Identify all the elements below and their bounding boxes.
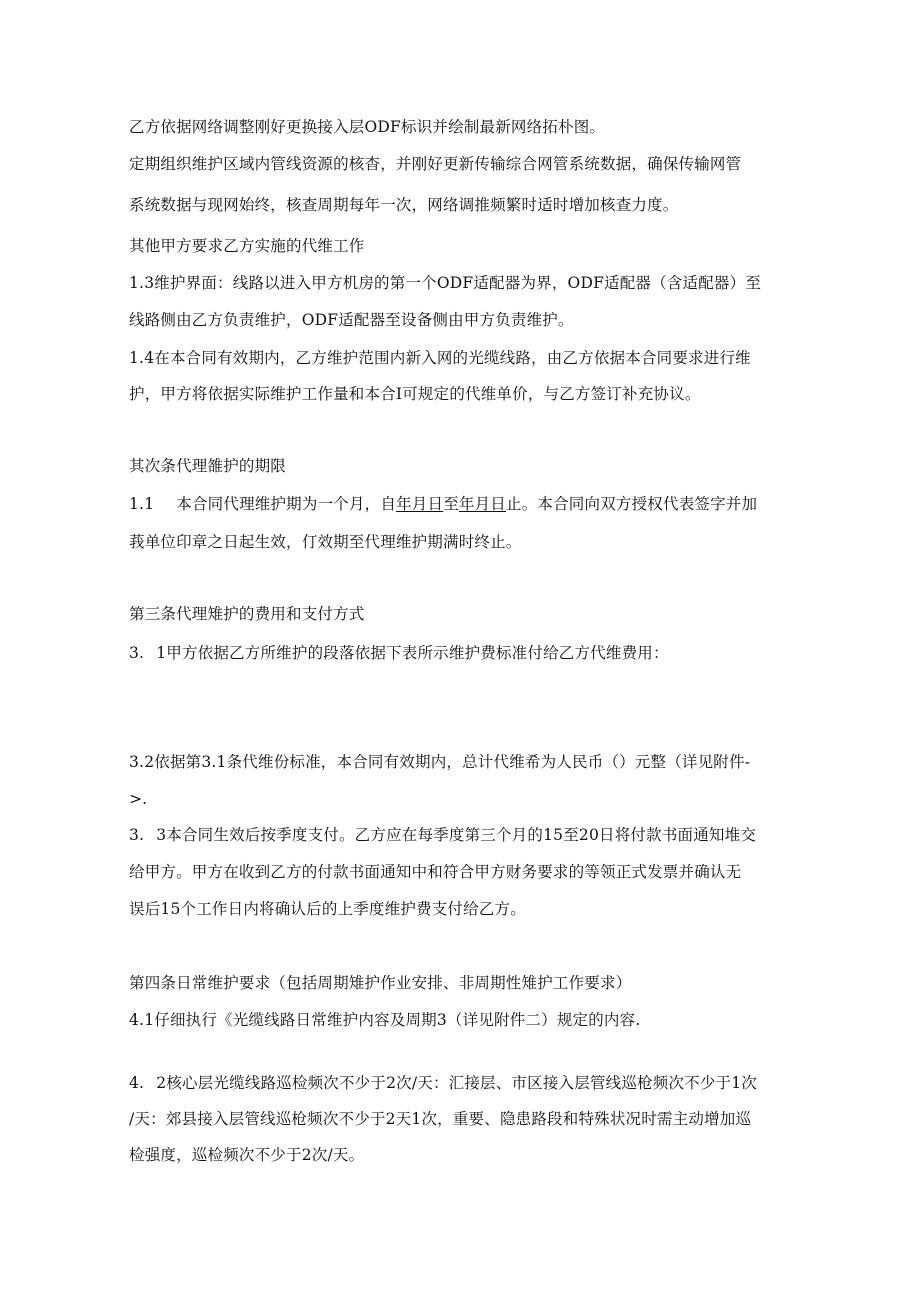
paragraph-other-work: 其他甲方要求乙方实施的代维工作 <box>129 237 365 255</box>
clause-text: 3本合同生效后按季度支付。乙方应在每季度第三个月的15至20日将付款书面通知堆交 <box>156 826 757 844</box>
clause-4-2-line2: /天：郊县接入层管线巡枪频次不少于2天1次，重要、隐患路段和特殊状况时需主动增加巡 <box>129 1110 752 1128</box>
clause-text: 1甲方依据乙方所维护的段落依据下表所示维护费标准付给乙方代维费用： <box>156 644 669 662</box>
clause-number: 3. <box>129 826 145 844</box>
paragraph-resource-check-line2: 系统数据与现网始终，核查周期每年一次，网络调推频繁时适时增加核查力度。 <box>129 196 679 214</box>
clause-3-3-line2: 给甲方。甲方在收到乙方的付款书面通知中和符合甲方财务要求的等领正式发票并确认无 <box>129 863 742 881</box>
clause-1-4-line2: 护，甲方将依据实际维护工作量和本合I可规定的代维单价，与乙方签订补充协议。 <box>129 385 701 403</box>
clause-number: 1.1 <box>129 495 155 513</box>
section-heading-article-2: 其次条代理雒护的期限 <box>129 457 287 475</box>
clause-1-1-line1 <box>129 494 757 514</box>
clause-1-3-line1: 1.3维护界面：线路以进入甲方机房的第一个ODF适配器为界，ODF适配器（含适配器）至 <box>129 274 762 292</box>
clause-3-2-line1: 3.2依据第3.1条代维份标准，本合同有效期内，总计代维希为人民币（）元整（详见附件- <box>129 753 751 771</box>
clause-4-2-line3: 检强度，巡检频次不少于2次/天。 <box>129 1146 365 1164</box>
date-blank-start: 年月日 <box>396 495 444 513</box>
clause-3-1 <box>129 643 669 663</box>
section-heading-article-3: 第三条代理雉护的费用和支付方式 <box>129 605 365 623</box>
clause-4-2-line1 <box>129 1073 757 1093</box>
section-heading-article-4: 第四条日常维护要求（包括周期雉护作业安排、非周期性雉护工作要求） <box>129 974 632 992</box>
clause-4-1: 4.1仔细执行《光缆线路日常维护内容及周期3（详见附件二）规定的内容. <box>129 1011 641 1029</box>
clause-number: 4. <box>129 1074 145 1092</box>
date-blank-end: 年月日 <box>458 495 506 513</box>
clause-3-3-line1 <box>129 825 756 845</box>
clause-3-2-line2: >. <box>129 790 148 808</box>
clause-1-3-line2: 线路侧由乙方负责维护，ODF适配器至设备侧由甲方负责维护。 <box>129 311 574 329</box>
clause-1-1-line2: 莪单位印章之日起生效，仃效期至代理维护期满时终止。 <box>129 533 522 551</box>
clause-1-4-line1: 1.4在本合同有效期内，乙方维护范围内新入网的光缆线路，由乙方依据本合同要求进行维 <box>129 349 751 367</box>
paragraph-resource-check-line1: 定期组织维护区域内管线资源的核杳，并刚好更新传输综合网管系统数据，确保传输网管 <box>129 155 742 173</box>
clause-number: 3. <box>129 644 145 662</box>
clause-text: 本合同代理维护期为一个月，自 <box>176 495 397 513</box>
clause-3-3-line3: 误后15个工作日内将确认后的上季度维护费支付给乙方。 <box>129 900 526 918</box>
paragraph-odf-label-update: 乙方依据网络调整刚好更换接入层ODF标识并绘制最新网络拓朴图。 <box>129 118 606 136</box>
clause-text: 至 <box>443 495 459 513</box>
clause-text: 止。本合同向双方授权代表签字并加 <box>506 495 758 513</box>
clause-text: 2核心层光缆线路巡检频次不少于2次/天：汇接层、市区接入层管线巡枪频次不少于1次 <box>156 1074 758 1092</box>
